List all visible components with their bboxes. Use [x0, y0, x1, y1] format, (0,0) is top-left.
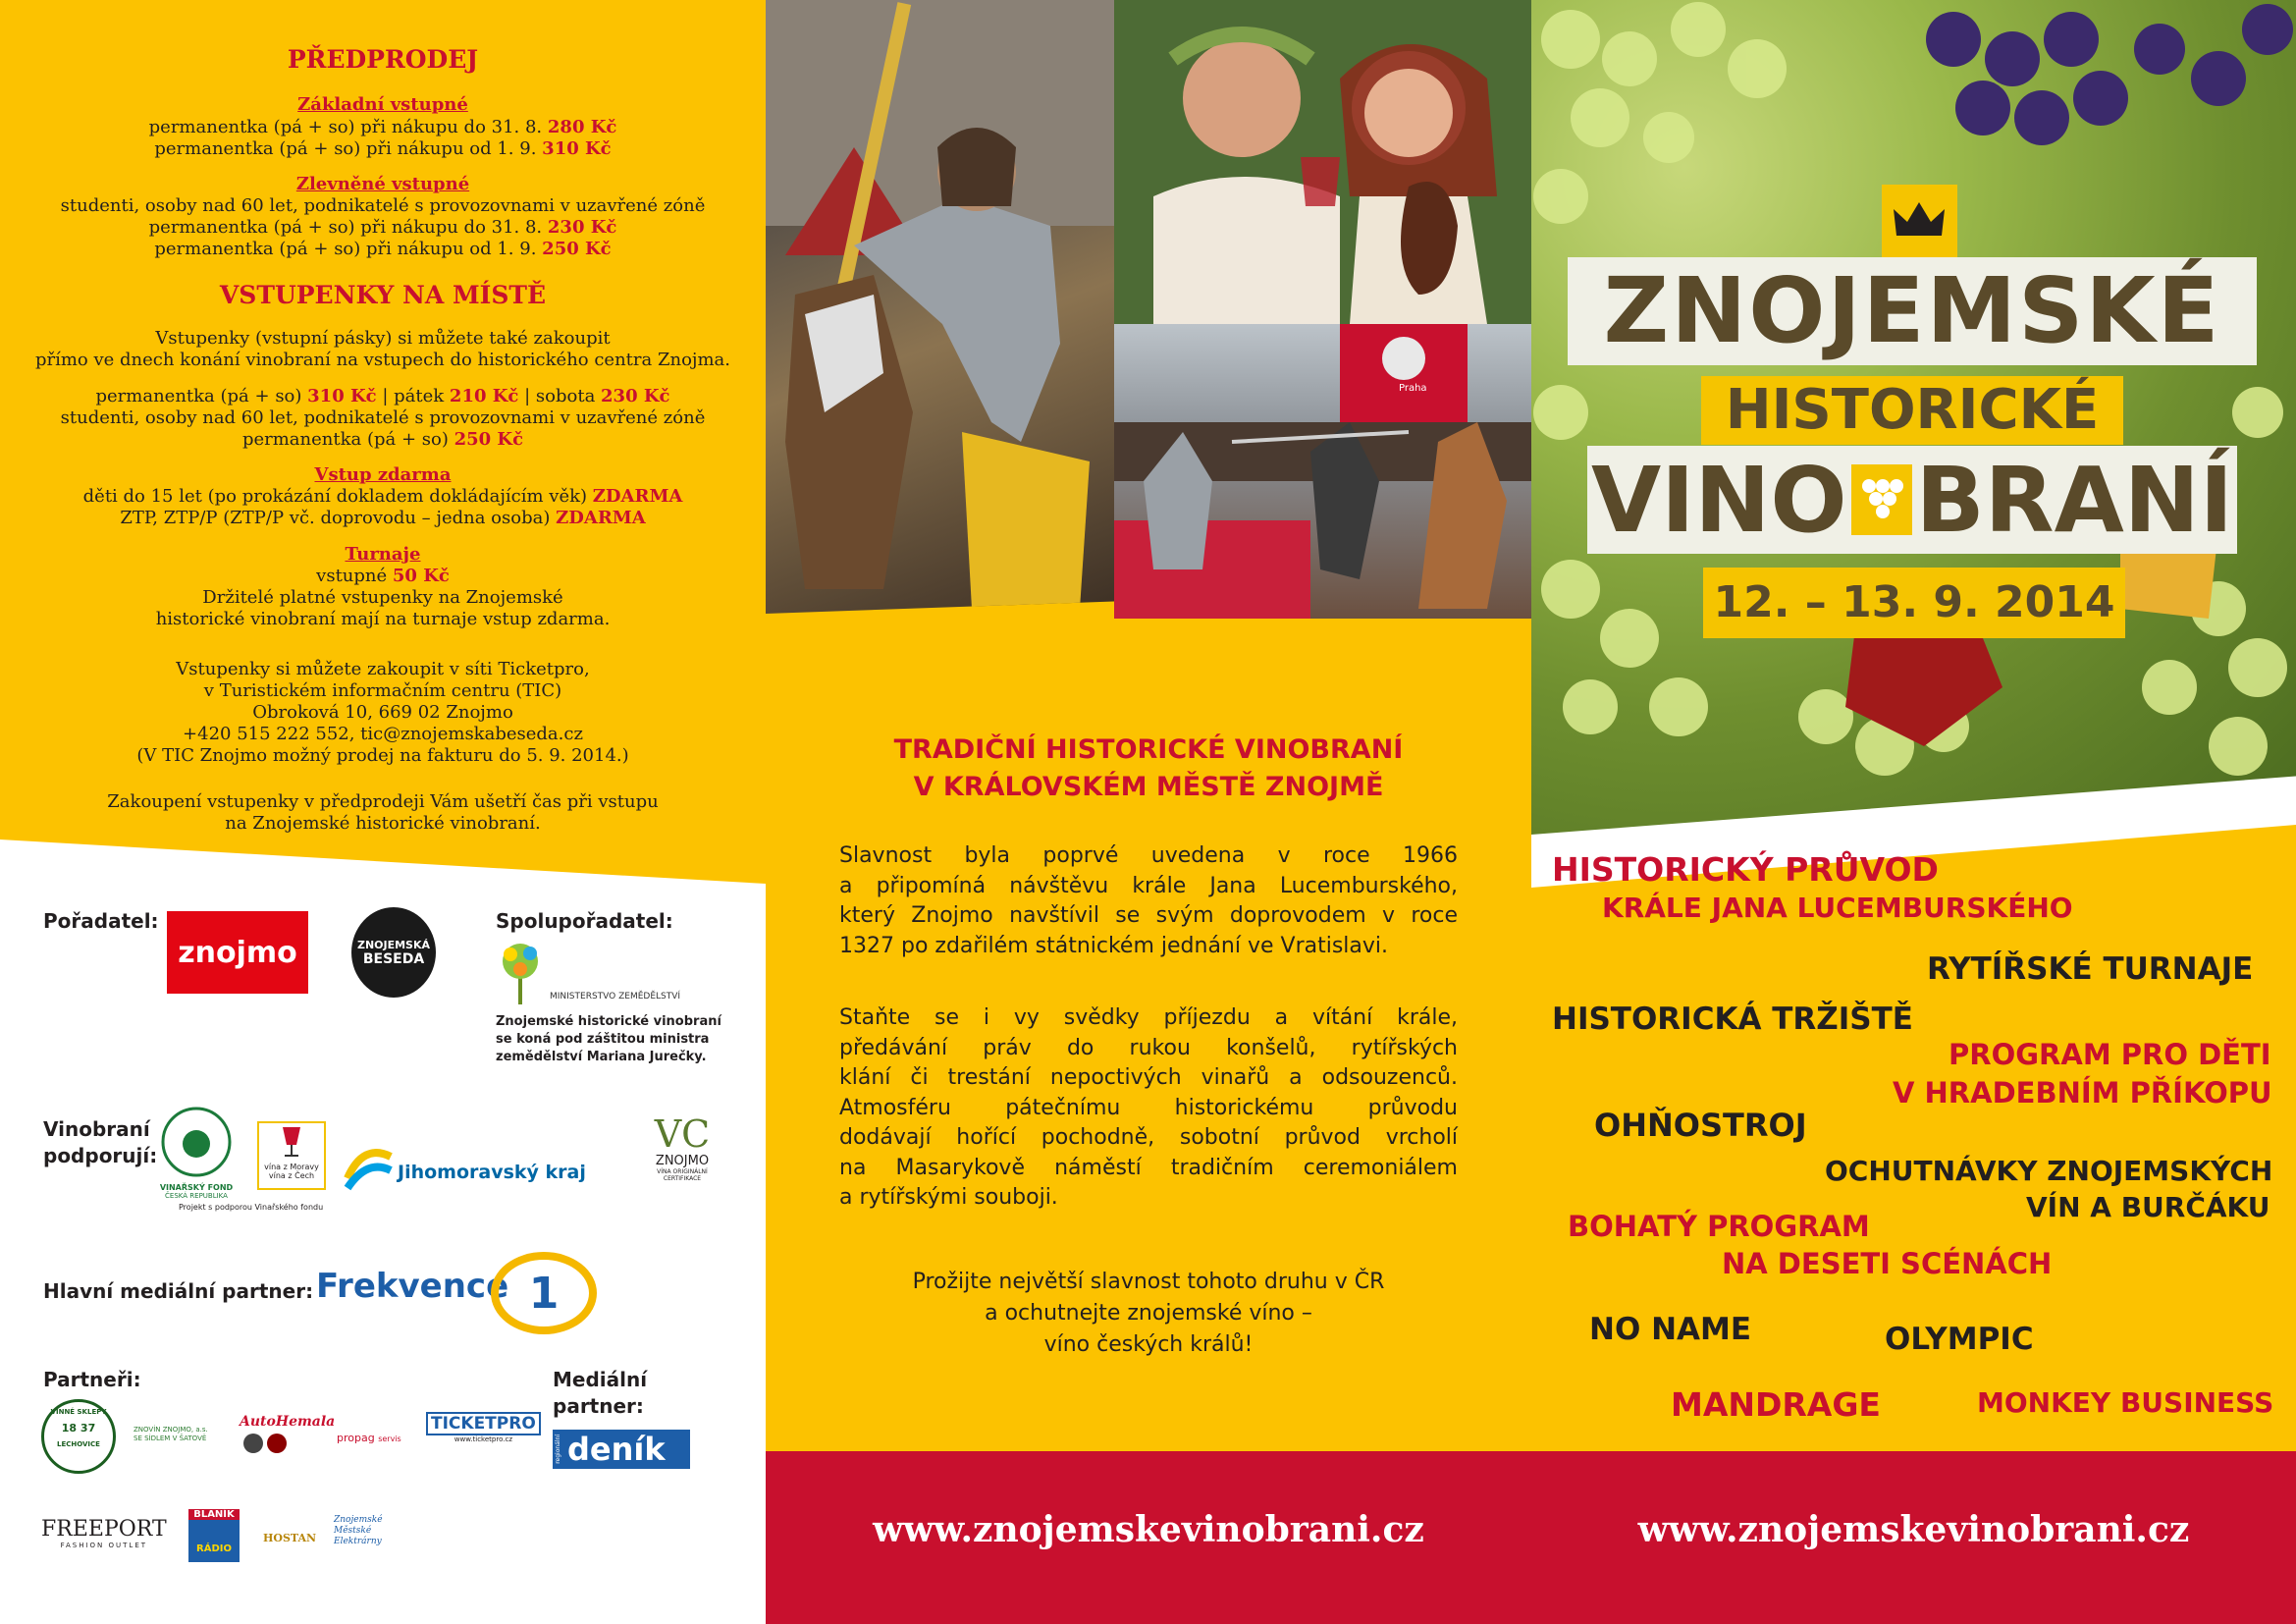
- p2-line-2: předávání práv do rukou konšelů, rytířských: [839, 1035, 1458, 1060]
- vinne-sklepy-logo: [41, 1399, 116, 1474]
- elektrarny-logo: [334, 1515, 383, 1547]
- tournament-title: Turnaje: [345, 544, 421, 565]
- blanik-1: BLANÍK: [188, 1509, 240, 1520]
- vinne-sklepy-year-1: 18: [61, 1422, 78, 1435]
- tournament-line-3: historické vinobraní mají na turnaje vstup zdarma.: [155, 609, 611, 629]
- p2-line-6: na Masarykově náměstí tradičním ceremoniálem: [839, 1155, 1458, 1180]
- program-item-6: V HRADEBNÍM PŘÍKOPU: [1893, 1076, 2272, 1110]
- free-line-1: [0, 486, 766, 508]
- onsite-5b: 250 Kč: [454, 429, 524, 450]
- support-label-2: podporují:: [43, 1144, 158, 1167]
- title-line-3-box: [1587, 446, 2237, 554]
- basic-1-price: 280 Kč: [547, 117, 617, 137]
- vinarsky-fond-note: Projekt s podporou Vinařského fondu: [179, 1203, 324, 1212]
- basic-2-text: permanentka (pá + so) při nákupu od 1. 9.: [154, 138, 537, 159]
- elektro-3: Elektrárny: [334, 1537, 382, 1546]
- onsite-line-1: Vstupenky (vstupní pásky) si můžete také zakoupit: [155, 328, 611, 349]
- onsite-3d: 210 Kč: [449, 386, 519, 406]
- support-label: [43, 1116, 157, 1169]
- elektro-1: Znojemské: [334, 1515, 383, 1525]
- title-line-3a: VINO: [1590, 447, 1847, 553]
- onsite-line-3: [0, 386, 766, 407]
- elektro-2: Městské: [334, 1526, 372, 1536]
- vina-moravy-logo: [257, 1121, 326, 1190]
- p2-line-5: dodávají hořící pochodně, sobotní průvod vrcholí: [839, 1125, 1458, 1150]
- free-entry-title: Vstup zdarma: [314, 464, 452, 485]
- denik-small: regionální: [555, 1435, 561, 1464]
- basic-ticket-title: Základní vstupné: [297, 94, 468, 115]
- coorganizer-label: Spolupořadatel:: [496, 909, 673, 933]
- vc-znojmo-logo: [638, 1114, 726, 1182]
- dates-box: [1703, 568, 2125, 638]
- free-2a: ZTP, ZTP/P (ZTP/P vč. doprovodu – jedna osoba): [120, 508, 551, 528]
- vina-moravy-2: vína z Čech: [268, 1171, 315, 1180]
- vinarsky-fond-sub: ČESKÁ REPUBLIKA: [165, 1192, 228, 1200]
- middle-paragraph-2: [839, 1003, 1458, 1214]
- program-item-14: MANDRAGE: [1671, 1385, 1881, 1424]
- reduced-2-text: permanentka (pá + so) při nákupu do 31. 8.: [148, 217, 543, 238]
- media-partner-2: partner:: [553, 1394, 644, 1418]
- basic-price-line-1: [0, 117, 766, 138]
- blanik-radio-logo: [188, 1509, 240, 1562]
- buy-line-1: Vstupenky si můžete zakoupit v síti Ticketpro,: [176, 659, 590, 679]
- save-line-1: Zakoupení vstupenky v předprodeji Vám ušetří čas při vstupu: [107, 791, 659, 812]
- free-line-2: [0, 508, 766, 529]
- vc-znojmo: ZNOJMO: [655, 1154, 710, 1168]
- basic-2-price: 310 Kč: [542, 138, 612, 159]
- program-item-2: KRÁLE JANA LUCEMBURSKÉHO: [1602, 892, 2073, 924]
- organizer-label: Pořadatel:: [43, 909, 159, 933]
- presale-title: PŘEDPRODEJ: [287, 45, 479, 74]
- cover-dates: 12. – 13. 9. 2014: [1713, 577, 2115, 627]
- middle-url-link[interactable]: www.znojemskevinobrani.cz: [873, 1509, 1424, 1550]
- propag-logo: [337, 1432, 401, 1444]
- reduced-line-1: studenti, osoby nad 60 let, podnikatelé s provozovnami v uzavřené zóně: [60, 195, 706, 216]
- reduced-ticket-title: Zlevněné vstupné: [295, 174, 470, 194]
- ministry-note: [496, 1013, 721, 1066]
- vinarsky-fond-logo: [157, 1105, 236, 1203]
- onsite-5a: permanentka (pá + so): [241, 429, 449, 450]
- jmk-logo-text: Jihomoravský kraj: [398, 1162, 586, 1183]
- partners-label: Partneři:: [43, 1368, 141, 1391]
- buy-line-2: v Turistickém informačním centru (TIC): [203, 680, 562, 701]
- crown-icon: [1882, 185, 1957, 258]
- ticketpro-text: TICKETPRO: [426, 1412, 541, 1435]
- onsite-3b: 310 Kč: [307, 386, 377, 406]
- alfa-romeo-icon: [243, 1434, 263, 1453]
- reduced-3-text: permanentka (pá + so) při nákupu od 1. 9.: [154, 239, 537, 259]
- program-item-4: HISTORICKÁ TRŽIŠTĚ: [1552, 1001, 1913, 1037]
- p2-line-7: a rytířskými souboji.: [839, 1185, 1058, 1210]
- vc-sub: VÍNA ORIGINÁLNÍ CERTIFIKACE: [657, 1168, 708, 1182]
- free-2b: ZDARMA: [556, 508, 646, 528]
- ministry-note-1: Znojemské historické vinobraní: [496, 1014, 721, 1029]
- program-item-10: BOHATÝ PROGRAM: [1568, 1210, 1870, 1243]
- ministry-tree-icon: [496, 940, 545, 1008]
- jmk-swoosh-icon: [344, 1139, 395, 1194]
- blanik-2: RÁDIO: [196, 1543, 232, 1554]
- fiat-icon: [267, 1434, 287, 1453]
- reduced-line-2: [0, 217, 766, 239]
- middle-heading-1: TRADIČNÍ HISTORICKÉ VINOBRANÍ: [893, 734, 1404, 765]
- p2-line-4: Atmosféru pátečnímu historickému průvodu: [839, 1095, 1458, 1120]
- vinarsky-fond-text: VINAŘSKÝ FOND: [159, 1183, 234, 1192]
- sword-fight-photo: [1114, 324, 1531, 619]
- hostan-logo: HOSTAN: [263, 1532, 317, 1544]
- onsite-3c: | pátek: [382, 386, 445, 406]
- free-1a: děti do 15 let (po prokázání dokladem dokládajícím věk): [82, 486, 588, 507]
- p1-line-4: 1327 po zdařilém státnickém jednání ve Vratislavi.: [839, 933, 1389, 958]
- ministry-logo-text: MINISTERSTVO ZEMĚDĚLSTVÍ: [550, 992, 681, 1001]
- support-label-1: Vinobraní: [43, 1117, 150, 1141]
- program-item-12: NO NAME: [1589, 1312, 1752, 1347]
- program-item-5: PROGRAM PRO DĚTI: [1949, 1038, 2271, 1071]
- onsite-line-2: přímo ve dnech konání vinobraní na vstupech do historického centra Znojma.: [34, 350, 731, 370]
- propag-sub: servis: [378, 1435, 401, 1443]
- znovin-text: ZNOVÍN ZNOJMO, a.s.: [133, 1426, 208, 1434]
- program-item-1: HISTORICKÝ PRŮVOD: [1552, 850, 1939, 889]
- vinne-sklepy-year-2: 37: [80, 1422, 96, 1435]
- znovin-logo: [133, 1426, 208, 1443]
- propag-text: propag: [337, 1432, 375, 1444]
- freeport-logo: [41, 1517, 167, 1549]
- program-item-9: VÍN A BURČÁKU: [2026, 1191, 2270, 1223]
- program-item-11: NA DESETI SCÉNÁCH: [1722, 1247, 2053, 1280]
- media-partner-1: Mediální: [553, 1368, 648, 1391]
- title-line-2: HISTORICKÉ: [1725, 378, 2100, 442]
- free-1b: ZDARMA: [592, 486, 683, 507]
- buy-line-3: Obroková 10, 669 02 Znojmo: [252, 702, 513, 723]
- couple-photo: [1114, 0, 1531, 324]
- beseda-logo-line-2: BESEDA: [362, 950, 425, 967]
- onsite-3a: permanentka (pá + so): [95, 386, 302, 406]
- autohemala-logo: AutoHemala: [240, 1414, 336, 1430]
- ministry-note-2: se koná pod záštitou ministra: [496, 1032, 710, 1047]
- save-line-2: na Znojemské historické vinobraní.: [225, 813, 541, 834]
- main-media-label: Hlavní mediální partner:: [43, 1279, 314, 1303]
- onsite-title: VSTUPENKY NA MÍSTĚ: [219, 281, 547, 309]
- onsite-3e: | sobota: [524, 386, 596, 406]
- tournament-line-2: Držitelé platné vstupenky na Znojemské: [202, 587, 563, 608]
- reduced-3-price: 250 Kč: [542, 239, 612, 259]
- denik-text: deník: [567, 1431, 666, 1468]
- title-line-3b: BRANÍ: [1915, 447, 2234, 553]
- right-url-link[interactable]: www.znojemskevinobrani.cz: [1637, 1509, 2190, 1550]
- title-line-1-box: [1568, 257, 2257, 365]
- ticketpro-url: www.ticketpro.cz: [454, 1435, 512, 1443]
- znovin-sub: SE SÍDLEM V ŠATOVĚ: [133, 1435, 207, 1442]
- onsite-3f: 230 Kč: [601, 386, 670, 406]
- tournament-line-1: [0, 566, 766, 587]
- buy-line-4: +420 515 222 552, tic@znojemskabeseda.cz: [183, 724, 583, 744]
- program-item-15: MONKEY BUSINESS: [1977, 1386, 2274, 1419]
- title-line-1: ZNOJEMSKÉ: [1603, 258, 2221, 363]
- tournament-1b: 50 Kč: [392, 566, 450, 586]
- middle-heading-2: V KRÁLOVSKÉM MĚSTĚ ZNOJMĚ: [913, 772, 1384, 802]
- frekvence-logo-text: Frekvence: [316, 1267, 509, 1306]
- tournament-1a: vstupné: [316, 566, 388, 586]
- reduced-line-3: [0, 239, 766, 260]
- p1-line-2: a připomíná návštěvu krále Jana Lucemburského,: [839, 873, 1458, 898]
- onsite-line-5: [0, 429, 766, 451]
- title-line-2-box: [1701, 376, 2123, 445]
- middle-paragraph-3: [766, 1267, 1531, 1361]
- media-partner-label: [553, 1367, 647, 1420]
- basic-price-line-2: [0, 138, 766, 160]
- ticketpro-logo: [426, 1412, 541, 1443]
- beseda-logo-line-1: ZNOJEMSKÁ: [356, 938, 431, 951]
- freeport-text: FREEPORT: [41, 1517, 167, 1542]
- freeport-sub: FASHION OUTLET: [60, 1542, 148, 1549]
- p2-line-1: Staňte se i vy svědky příjezdu a vítání krále,: [839, 1005, 1458, 1030]
- grape-icon: [1851, 464, 1912, 535]
- buy-line-5: (V TIC Znojmo možný prodej na fakturu do 5. 9. 2014.): [136, 745, 629, 766]
- vc-mark: VC: [654, 1112, 711, 1156]
- program-item-13: OLYMPIC: [1885, 1322, 2034, 1357]
- ministry-note-3: zemědělství Mariana Jurečky.: [496, 1050, 707, 1064]
- crown-badge: [1882, 185, 1957, 258]
- basic-1-text: permanentka (pá + so) při nákupu do 31. 8.: [148, 117, 543, 137]
- reduced-2-price: 230 Kč: [547, 217, 617, 238]
- p3-line-3: víno českých králů!: [1043, 1332, 1254, 1357]
- program-item-7: OHŇOSTROJ: [1594, 1107, 1807, 1144]
- p3-line-1: Prožijte největší slavnost tohoto druhu v ČR: [912, 1270, 1385, 1294]
- program-item-8: OCHUTNÁVKY ZNOJEMSKÝCH: [1825, 1155, 2273, 1187]
- knight-photo: [766, 0, 1114, 614]
- flag-text: Praha: [1399, 383, 1427, 394]
- vinne-sklepy-sub: LECHOVICE: [57, 1440, 100, 1448]
- p1-line-3: který Znojmo navštívil se svým doprovodem v roce: [839, 903, 1458, 928]
- middle-paragraph-1: [839, 841, 1458, 961]
- p1-line-1: Slavnost byla poprvé uvedena v roce 1966: [839, 843, 1458, 868]
- vinne-sklepy-text: VINNÉ SKLEPY: [50, 1408, 107, 1416]
- p3-line-2: a ochutnejte znojemské víno –: [985, 1301, 1312, 1326]
- denik-logo: [553, 1430, 690, 1469]
- vina-moravy-1: vína z Moravy: [264, 1163, 319, 1171]
- middle-heading: [766, 731, 1531, 806]
- p2-line-3: klání či trestání nepoctivých vinařů a odsouzenců.: [839, 1065, 1458, 1090]
- znojmo-logo: znojmo: [167, 911, 308, 994]
- program-item-3: RYTÍŘSKÉ TURNAJE: [1927, 951, 2254, 987]
- onsite-line-4: studenti, osoby nad 60 let, podnikatelé s provozovnami v uzavřené zóně: [60, 407, 706, 428]
- beseda-logo: [351, 907, 436, 998]
- frekvence-1-logo: 1: [491, 1252, 597, 1334]
